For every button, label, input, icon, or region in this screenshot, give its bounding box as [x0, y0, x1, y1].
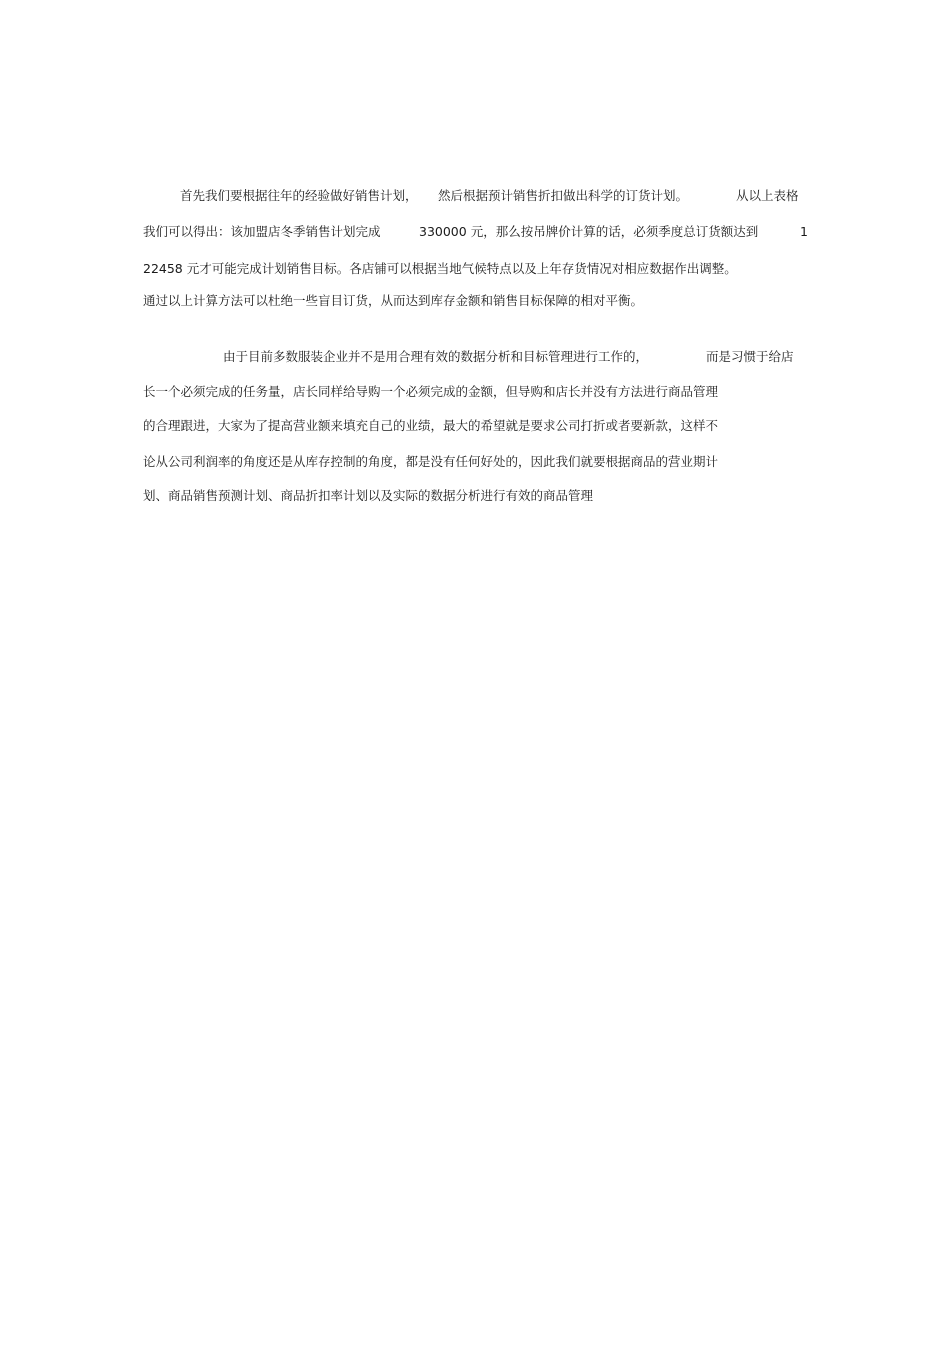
text-segment: 划、商品销售预测计划、商品折扣率计划以及实际的数据分析进行有效的商品管理 — [143, 488, 594, 503]
paragraph-1-line-4 — [143, 291, 813, 311]
text-segment: 而是习惯于给店 — [706, 349, 794, 364]
text-segment: 论从公司利润率的角度还是从库存控制的角度，都是没有任何好处的，因此我们就要根据商品的营业期计 — [143, 454, 719, 469]
text-segment: 然后根据预计销售折扣做出科学的订货计划。 — [438, 188, 689, 203]
paragraph-2-line-2 — [143, 382, 813, 402]
paragraph-2-line-4 — [143, 452, 813, 472]
paragraph-2-line-5 — [143, 486, 813, 506]
text-segment: 长一个必须完成的任务量，店长同样给导购一个必须完成的金额，但导购和店长并没有方法进行商品管理 — [143, 384, 719, 399]
text-segment: 的合理跟进，大家为了提高营业额来填充自己的业绩，最大的希望就是要求公司打折或者要新款，这样不 — [143, 418, 719, 433]
text-segment: 从以上表格 — [736, 188, 799, 203]
paragraph-1-line-1 — [143, 186, 813, 206]
text-segment: 由于目前多数服装企业并不是用合理有效的数据分析和目标管理进行工作的， — [223, 349, 649, 364]
paragraph-1-line-2 — [143, 222, 813, 242]
text-segment: 1 — [800, 224, 808, 239]
text-segment: 通过以上计算方法可以杜绝一些盲目订货，从而达到库存金额和销售目标保障的相对平衡。 — [143, 293, 644, 308]
text-segment: 首先我们要根据往年的经验做好销售计划， — [180, 188, 418, 203]
paragraph-2-line-1 — [143, 347, 813, 367]
text-segment: 我们可以得出：该加盟店冬季销售计划完成 — [143, 224, 381, 239]
paragraph-2-line-3 — [143, 416, 813, 436]
paragraph-1-line-3 — [143, 259, 813, 279]
text-segment: 330000 元，那么按吊牌价计算的话，必须季度总订货额达到 — [419, 224, 759, 239]
text-segment: 22458 元才可能完成计划销售目标。各店铺可以根据当地气候特点以及上年存货情况对相应数据作出调整。 — [143, 261, 737, 276]
